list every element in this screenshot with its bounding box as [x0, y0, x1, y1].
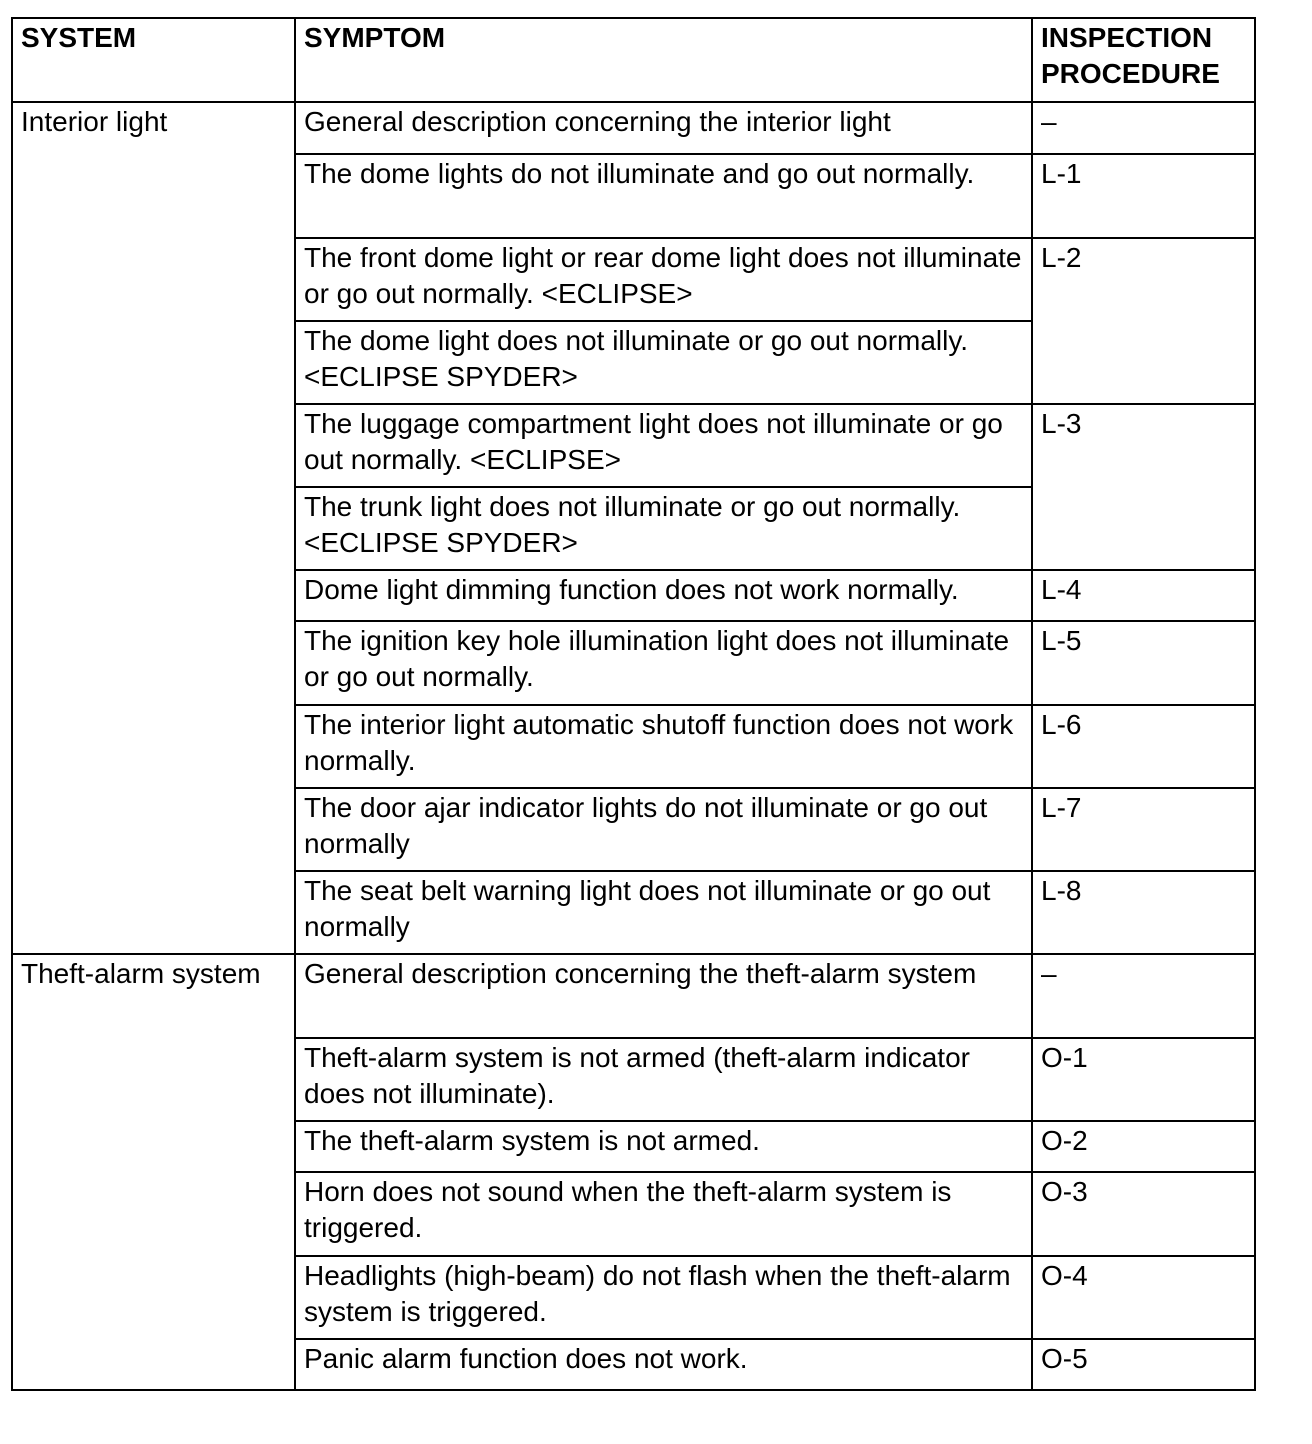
symptom-table [11, 17, 1256, 1391]
symptom-cell: General description concerning the interior light [295, 102, 1032, 154]
inspection-procedure-cell: O-1 [1032, 1038, 1255, 1121]
inspection-procedure-cell: L-7 [1032, 788, 1255, 871]
symptom-cell: The front dome light or rear dome light does not illuminate or go out normally. <ECLIPSE> [295, 238, 1032, 321]
header-system: SYSTEM [12, 18, 295, 102]
symptom-cell: The dome lights do not illuminate and go out normally. [295, 154, 1032, 238]
inspection-procedure-cell: L-4 [1032, 570, 1255, 621]
symptom-cell: Headlights (high-beam) do not flash when the theft-alarm system is triggered. [295, 1256, 1032, 1339]
symptom-cell: The ignition key hole illumination light does not illuminate or go out normally. [295, 621, 1032, 705]
symptom-cell: Horn does not sound when the theft-alarm system is triggered. [295, 1172, 1032, 1256]
inspection-procedure-cell: O-2 [1032, 1121, 1255, 1172]
symptom-cell: The theft-alarm system is not armed. [295, 1121, 1032, 1172]
symptom-cell: The trunk light does not illuminate or go out normally. <ECLIPSE SPYDER> [295, 487, 1032, 570]
table-header [12, 18, 1255, 102]
table-row [12, 102, 1255, 154]
symptom-cell: The seat belt warning light does not illuminate or go out normally [295, 871, 1032, 954]
inspection-procedure-cell: O-4 [1032, 1256, 1255, 1339]
table-row [12, 954, 1255, 1038]
system-cell: Theft-alarm system [12, 954, 295, 1390]
table-body [12, 102, 1255, 1390]
inspection-procedure-cell: – [1032, 102, 1255, 154]
symptom-cell: The door ajar indicator lights do not illuminate or go out normally [295, 788, 1032, 871]
header-row [12, 18, 1255, 102]
inspection-procedure-cell: L-6 [1032, 705, 1255, 788]
system-cell: Interior light [12, 102, 295, 954]
inspection-procedure-cell: L-3 [1032, 404, 1255, 570]
inspection-procedure-cell: O-3 [1032, 1172, 1255, 1256]
symptom-cell: The luggage compartment light does not illuminate or go out normally. <ECLIPSE> [295, 404, 1032, 487]
inspection-procedure-cell: L-2 [1032, 238, 1255, 404]
symptom-cell: Panic alarm function does not work. [295, 1339, 1032, 1390]
symptom-cell: General description concerning the theft-alarm system [295, 954, 1032, 1038]
inspection-procedure-cell: L-8 [1032, 871, 1255, 954]
inspection-procedure-cell: L-5 [1032, 621, 1255, 705]
symptom-cell: Dome light dimming function does not work normally. [295, 570, 1032, 621]
symptom-cell: Theft-alarm system is not armed (theft-alarm indicator does not illuminate). [295, 1038, 1032, 1121]
inspection-procedure-cell: L-1 [1032, 154, 1255, 238]
inspection-procedure-cell: – [1032, 954, 1255, 1038]
inspection-procedure-cell: O-5 [1032, 1339, 1255, 1390]
header-symptom: SYMPTOM [295, 18, 1032, 102]
header-inspection-procedure: INSPECTION PROCEDURE [1032, 18, 1255, 102]
symptom-cell: The interior light automatic shutoff function does not work normally. [295, 705, 1032, 788]
symptom-cell: The dome light does not illuminate or go out normally. <ECLIPSE SPYDER> [295, 321, 1032, 404]
